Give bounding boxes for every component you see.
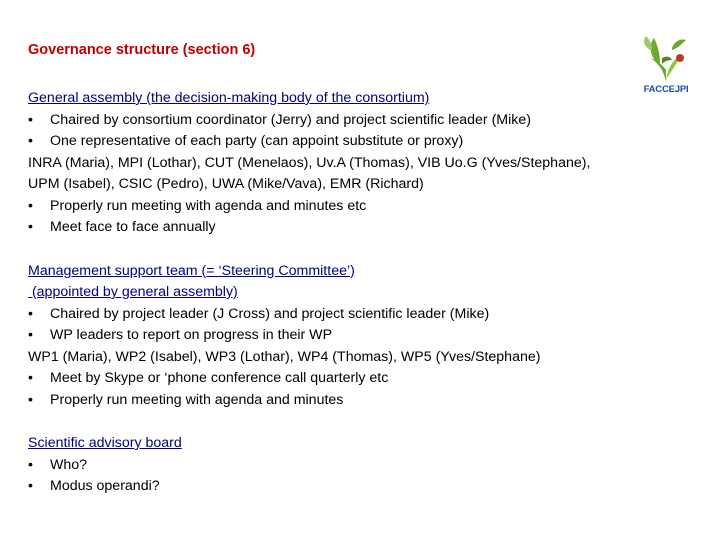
list-item-text: Who? [50,456,88,473]
list-item [28,304,708,326]
list-item [28,455,708,477]
logo-text: FACCEJPI [643,84,689,95]
list-item-text: Properly run meeting with agenda and minutes etc [50,197,367,214]
list-item-text: Modus operandi? [50,478,160,494]
list-item [28,131,708,153]
spacer [28,239,708,261]
bullet: • [28,391,33,408]
bullet: • [28,305,33,322]
bullet: • [28,327,33,343]
section-heading: General assembly (the decision-making body of the consortium) [28,90,430,106]
spacer [28,411,708,433]
list-item [28,390,708,412]
section-subheading: (appointed by general assembly) [28,284,238,300]
leaf-plant-logo-icon [636,34,696,86]
slide-title: Governance structure (section 6) [28,42,256,58]
list-item-text: Chaired by consortium coordinator (Jerry) and project scientific leader (Mike) [50,111,531,128]
list-item-text: Meet face to face annually [50,219,216,235]
bullet: • [28,197,33,214]
bullet: • [28,456,33,473]
section-heading: Management support team (= ‘Steering Committee’) [28,262,355,279]
bullet: • [28,478,33,494]
section-general-assembly [28,88,708,239]
list-item [28,196,708,218]
list-item-text: Meet by Skype or ‘phone conference call quarterly etc [50,370,389,386]
list-item [28,368,708,390]
text-line: WP1 (Maria), WP2 (Isabel), WP3 (Lothar), WP4 (Thomas), WP5 (Yves/Stephane) [28,348,541,365]
list-item [28,217,708,239]
list-item-text: Chaired by project leader (J Cross) and project scientific leader (Mike) [50,305,490,322]
list-item-text: WP leaders to report on progress in their WP [50,327,333,343]
list-item [28,476,708,498]
list-item [28,325,708,347]
bullet: • [28,219,33,235]
bullet: • [28,133,33,149]
section-scientific-advisory-board [28,433,708,498]
bullet: • [28,370,33,386]
list-item-text: Properly run meeting with agenda and minutes [50,391,344,408]
section-management-support-team [28,261,708,412]
text-line: UPM (Isabel), CSIC (Pedro), UWA (Mike/Vava), EMR (Richard) [28,176,424,192]
slide-body [28,88,708,498]
text-line: INRA (Maria), MPI (Lothar), CUT (Menelaos), Uv.A (Thomas), VIB Uo.G (Yves/Stephane), [28,154,591,171]
list-item [28,110,708,132]
bullet: • [28,111,33,128]
section-heading: Scientific advisory board [28,435,182,451]
list-item-text: One representative of each party (can appoint substitute or proxy) [50,133,464,149]
